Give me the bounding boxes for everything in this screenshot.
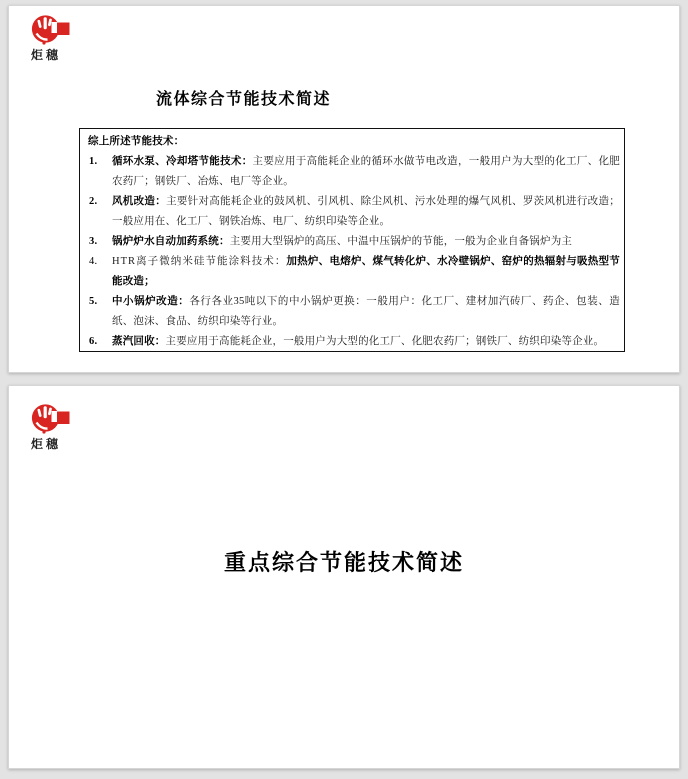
list-item-5	[86, 292, 620, 332]
item-body: 各行各业35吨以下的中小锅炉更换：一般用户：化工厂、建材加汽砖厂、药企、包装、造纸、泡沫、食品、纺织印染等行业。	[112, 296, 620, 327]
logo-text: 炬穗	[31, 48, 62, 62]
list-item-2	[86, 192, 620, 232]
list-item-1	[86, 152, 620, 192]
item-number: 5.	[89, 296, 98, 307]
item-lead: 风机改造：	[112, 196, 167, 207]
slide2-title: 重点综合节能技术简述	[223, 550, 464, 575]
item-number: 1.	[89, 156, 98, 167]
item-body: 主要应用于高能耗企业，一般用户为大型的化工厂、化肥农药厂；钢铁厂、纺织印染等企业。	[165, 336, 605, 347]
item-lead: 蒸汽回收：	[112, 336, 166, 347]
slide1-title: 流体综合节能技术简述	[156, 91, 332, 108]
item-lead: 锅炉炉水自动加药系统：	[112, 236, 230, 247]
company-logo	[31, 13, 91, 63]
item-body: 主要针对高能耗企业的鼓风机、引风机、除尘风机、污水处理的爆气风机、罗茨风机进行改造；一般应用在、化工厂、钢铁冶炼、电厂、纺织印染等企业。	[112, 196, 621, 227]
item-number: 4.	[89, 256, 98, 267]
flame-logo-icon	[31, 402, 73, 434]
logo-text: 炬穗	[31, 437, 62, 451]
list-item-4	[86, 252, 620, 292]
item-lead: 循环水泵、冷却塔节能技术：	[112, 156, 253, 167]
slide-1	[8, 5, 680, 373]
item-number: 6.	[89, 336, 98, 347]
item-lead: 中小锅炉改造：	[112, 296, 190, 307]
box-heading: 综上所述节能技术：	[88, 136, 185, 147]
summary-box	[79, 128, 625, 352]
flame-logo-icon	[31, 13, 73, 45]
slide-2	[8, 385, 680, 769]
item-lead: HTR离子微纳米硅节能涂料技术：	[112, 256, 287, 267]
list-item-6	[86, 332, 620, 352]
company-logo	[31, 402, 91, 452]
list-item-3	[86, 232, 620, 252]
item-body: 主要应用于高能耗企业的循环水做节电改造，一般用户为大型的化工厂、化肥农药厂；钢铁厂、冶炼、电厂等企业。	[112, 156, 620, 187]
item-number: 3.	[89, 236, 98, 247]
item-body: 主要用大型锅炉的高压、中温中压锅炉的节能，一般为企业自备锅炉为主	[229, 236, 573, 247]
item-number: 2.	[89, 196, 98, 207]
item-body: 加热炉、电熔炉、煤气转化炉、水冷壁锅炉、窑炉的热辐射与吸热型节能改造；	[112, 256, 620, 287]
